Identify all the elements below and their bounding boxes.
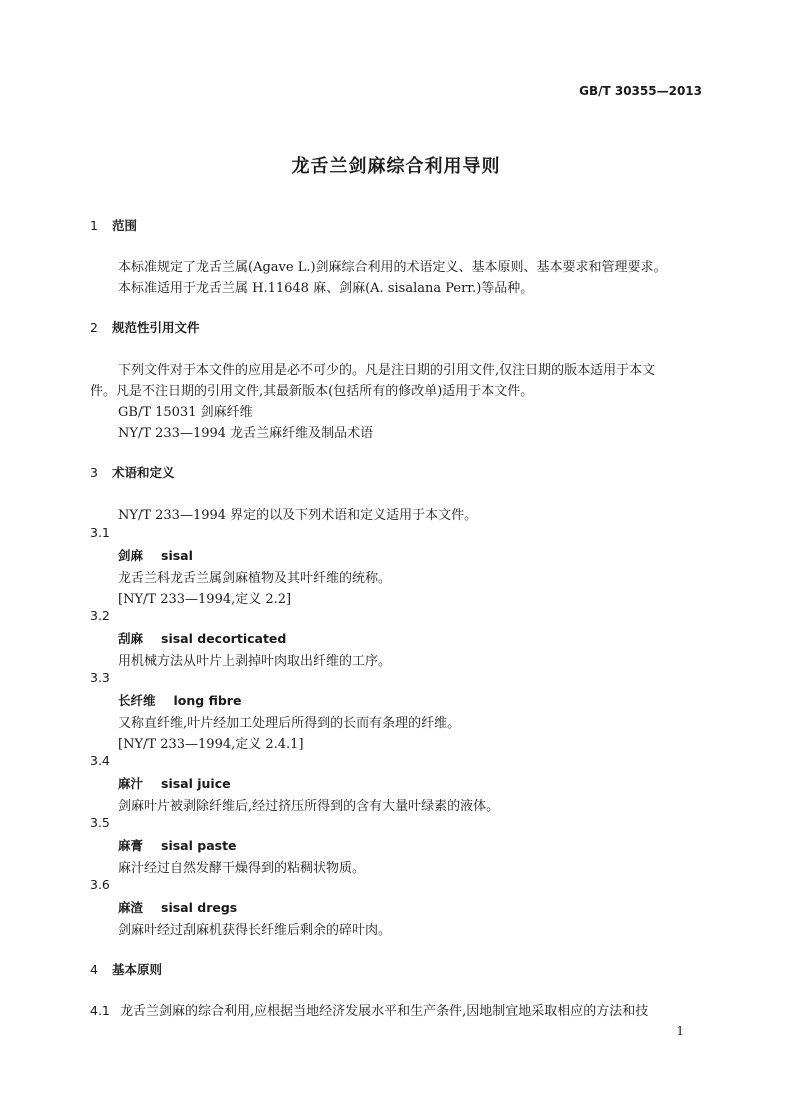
- term-definition: 麻汁经过自然发酵干燥得到的粘稠状物质。: [118, 861, 366, 876]
- section-number: 1: [90, 218, 98, 233]
- reference-item: GB/T 15031 剑麻纤维: [118, 405, 253, 420]
- term-en: sisal decorticated: [161, 631, 287, 646]
- term-zh: 麻膏: [118, 838, 144, 853]
- term-zh: 刮麻: [118, 631, 144, 646]
- term-heading: [118, 629, 286, 647]
- clause-4-1: [90, 1000, 648, 1020]
- section-number: 3: [90, 465, 98, 480]
- clause-number: 3.6: [90, 877, 110, 892]
- clause-number: 3.1: [90, 525, 110, 540]
- term-en: sisal dregs: [161, 900, 238, 915]
- clause-number: 3.4: [90, 753, 110, 768]
- reference-item: NY/T 233—1994 龙舌兰麻纤维及制品术语: [118, 426, 374, 441]
- clause-number: 3.3: [90, 670, 110, 685]
- section-number: 2: [90, 320, 98, 335]
- document-code: GB/T 30355—2013: [579, 84, 702, 98]
- section-3-heading: [90, 463, 175, 481]
- term-definition: 剑麻叶经过刮麻机获得长纤维后剩余的碎叶肉。: [118, 923, 392, 938]
- paragraph: 龙舌兰剑麻的综合利用,应根据当地经济发展水平和生产条件,因地制宜地采取相应的方法和技: [120, 1004, 649, 1019]
- section-1-heading: [90, 216, 137, 234]
- clause-number: 3.5: [90, 815, 110, 830]
- section-number: 4: [90, 962, 98, 977]
- term-heading: [118, 898, 237, 916]
- page-number: 1: [676, 1024, 684, 1038]
- term-heading: [118, 774, 231, 792]
- section-4-heading: [90, 960, 162, 978]
- term-zh: 长纤维: [118, 693, 156, 708]
- paragraph: 下列文件对于本文件的应用是必不可少的。凡是注日期的引用文件,仅注日期的版本适用于本文: [118, 363, 656, 378]
- section-title: 基本原则: [112, 962, 163, 977]
- document-title: 龙舌兰剑麻综合利用导则: [291, 156, 501, 177]
- term-definition: 剑麻叶片被剥除纤维后,经过挤压所得到的含有大量叶绿素的液体。: [118, 799, 500, 814]
- paragraph: 本标准规定了龙舌兰属(Agave L.)剑麻综合利用的术语定义、基本原则、基本要求和管理要求。: [118, 260, 667, 275]
- term-en: long fibre: [173, 693, 242, 708]
- term-heading: [118, 836, 237, 854]
- term-zh: 麻渣: [118, 900, 144, 915]
- term-en: sisal: [161, 548, 193, 563]
- term-heading: [118, 546, 193, 564]
- section-title: 术语和定义: [112, 465, 175, 480]
- clause-number: 3.2: [90, 608, 110, 623]
- term-en: sisal juice: [161, 776, 231, 791]
- paragraph: 件。凡是不注日期的引用文件,其最新版本(包括所有的修改单)适用于本文件。: [90, 384, 534, 399]
- clause-number: 4.1: [90, 1003, 110, 1018]
- term-definition: 又称直纤维,叶片经加工处理后所得到的长而有条理的纤维。: [118, 716, 461, 731]
- term-zh: 麻汁: [118, 776, 144, 791]
- paragraph: NY/T 233—1994 界定的以及下列术语和定义适用于本文件。: [118, 508, 478, 523]
- section-2-heading: [90, 318, 200, 336]
- term-source: [NY/T 233—1994,定义 2.4.1]: [118, 737, 304, 752]
- term-definition: 用机械方法从叶片上剥掉叶肉取出纤维的工序。: [118, 654, 392, 669]
- term-source: [NY/T 233—1994,定义 2.2]: [118, 592, 292, 607]
- term-definition: 龙舌兰科龙舌兰属剑麻植物及其叶纤维的统称。: [118, 571, 392, 586]
- term-en: sisal paste: [161, 838, 237, 853]
- term-zh: 剑麻: [118, 548, 144, 563]
- term-heading: [118, 691, 241, 709]
- section-title: 规范性引用文件: [112, 320, 200, 335]
- paragraph: 本标准适用于龙舌兰属 H.11648 麻、剑麻(A. sisalana Perr.)等品种。: [118, 281, 534, 296]
- section-title: 范围: [112, 218, 138, 233]
